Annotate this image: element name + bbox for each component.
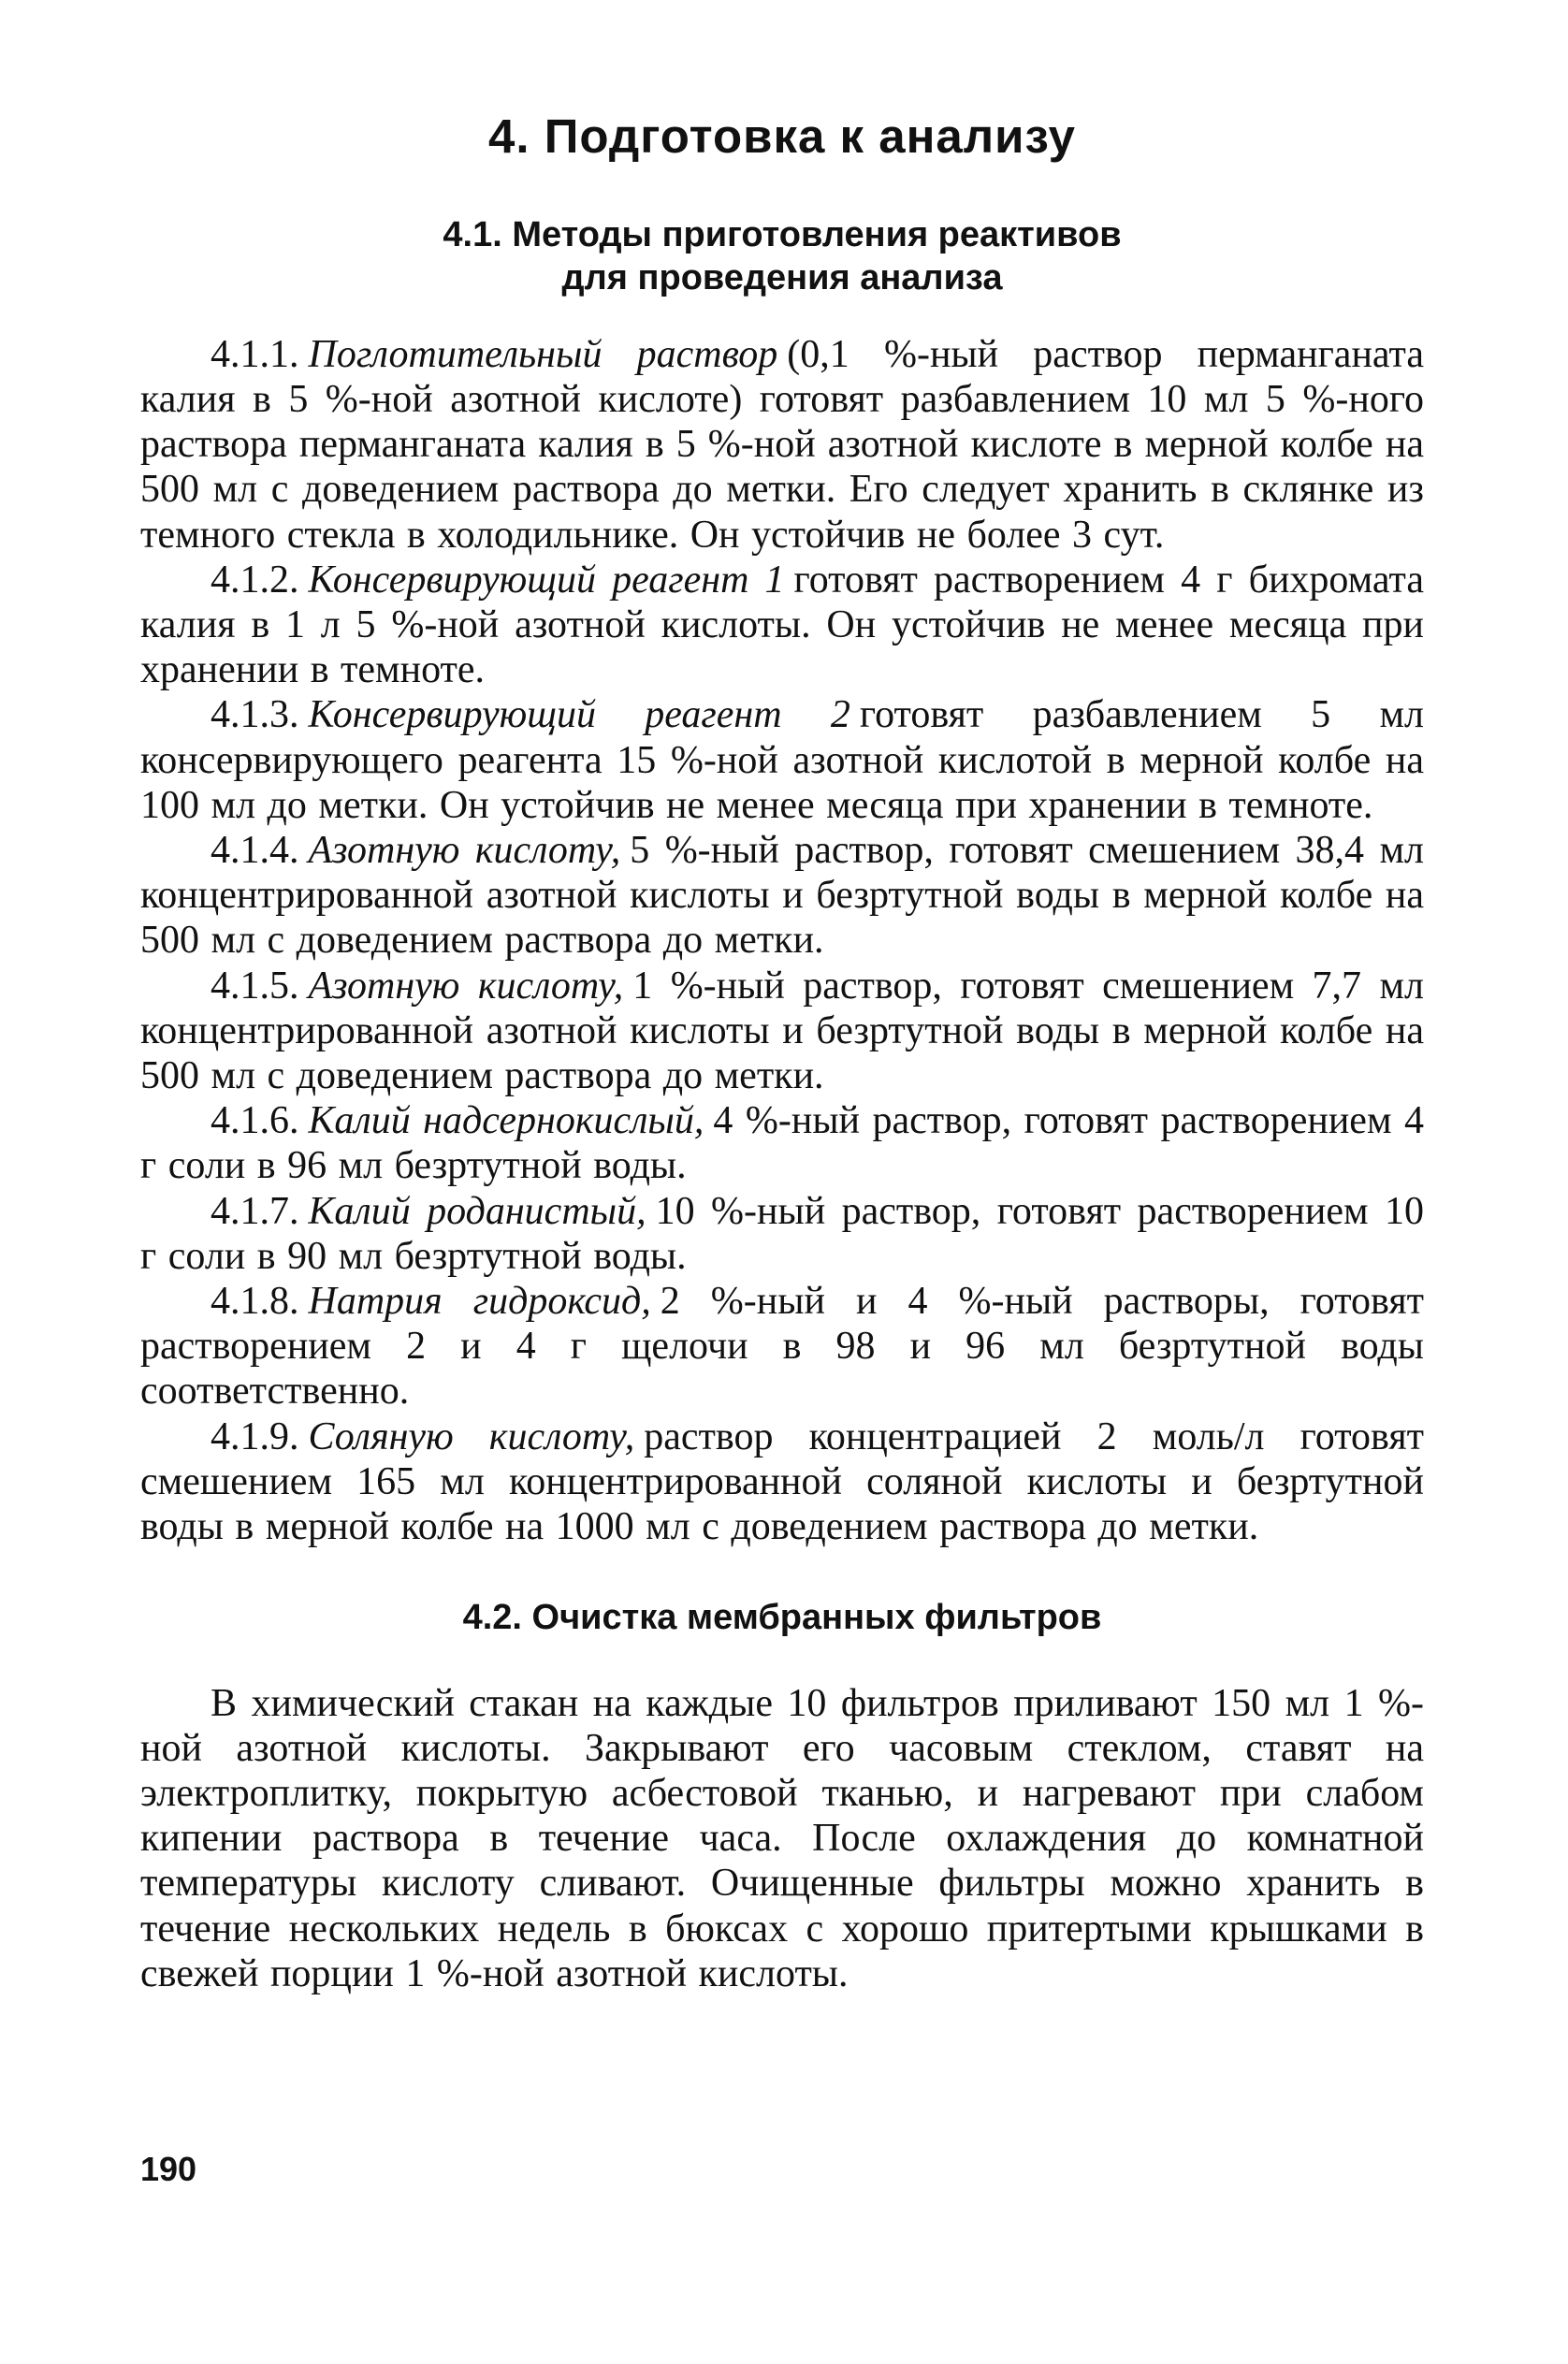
item-number: 4.1.4. [211, 829, 299, 873]
item-number: 4.1.8. [211, 1280, 299, 1324]
reagent-paragraph-4-1-7 [140, 1189, 1424, 1279]
reagent-term: Поглотительный раствор [308, 332, 778, 376]
reagent-text: готовят разбавлением 5 мл консервирующего реагента 15 %-ной азотной кислотой в мерной колбе на 100 мл до метки. Он устойчив не менее месяца при хранении в темноте. [140, 693, 1424, 827]
item-number: 4.1.9. [211, 1414, 299, 1458]
reagent-term: Консервирующий реагент 1 [308, 558, 785, 602]
reagent-paragraph-4-1-2 [140, 558, 1424, 693]
reagent-paragraph-4-1-8 [140, 1279, 1424, 1414]
reagent-text: 5 %-ный раствор, готовят смешением 38,4 мл концентрированной азотной кислоты и безртутной воды в мерной колбе на 500 мл с доведением раствора до метки. [140, 829, 1425, 963]
item-number: 4.1.6. [211, 1099, 299, 1143]
subsection-title-line-2: для проведения анализа [561, 258, 1003, 298]
page-content [140, 110, 1424, 1996]
reagent-term: Калий надсернокислый, [308, 1099, 704, 1143]
page-number: 190 [140, 2150, 197, 2188]
reagent-text: раствор концентрацией 2 моль/л готовят смешением 165 мл концентрированной соляной кислоты и безртутной воды в мерной колбе на 1000 мл с доведением раствора до метки. [140, 1414, 1425, 1549]
subsection-title-methods [140, 213, 1424, 300]
reagent-term: Азотную кислоту, [308, 829, 621, 873]
reagent-paragraph-4-1-1 [140, 332, 1424, 558]
subsection-title-line-1: 4.1. Методы приготовления реактивов [443, 215, 1122, 255]
reagent-paragraph-4-1-6 [140, 1098, 1424, 1188]
item-number: 4.1.1. [211, 332, 299, 376]
item-number: 4.1.2. [211, 558, 299, 602]
reagent-paragraph-4-1-4 [140, 828, 1424, 964]
reagent-term: Соляную кислоту, [308, 1414, 635, 1458]
reagent-text: 1 %-ный раствор, готовят смешением 7,7 мл концентрированной азотной кислоты и безртутной воды в мерной колбе на 500 мл с доведением раствора до метки. [140, 964, 1425, 1098]
item-number: 4.1.3. [211, 693, 299, 737]
section-title: 4. Подготовка к анализу [488, 109, 1076, 163]
reagent-text: готовят растворением 4 г бихромата калия в 1 л 5 %-ной азотной кислоты. Он устойчив не менее месяца при хранении в темноте. [140, 558, 1424, 692]
reagent-text: 10 %-ный раствор, готовят растворением 10 г соли в 90 мл безртутной воды. [140, 1189, 1424, 1278]
item-number: 4.1.5. [211, 964, 299, 1008]
reagent-term: Калий роданистый, [308, 1189, 646, 1233]
reagent-text: (0,1 %-ный раствор перманганата калия в 5 %-ной азотной кислоте) готовят разбавлением 10 мл 5 %-ного раствора перманганата калия в 5 %-ной азотной кислоте в мерной колбе на 500 мл с доведением раствора до метки. Его следует хранить в склянке из темного стекла в холодильнике. Он устойчив не более 3 сут. [140, 332, 1424, 557]
reagent-paragraph-4-1-5 [140, 964, 1424, 1099]
reagent-text: 4 %-ный раствор, готовят растворением 4 г соли в 96 мл безртутной воды. [140, 1099, 1424, 1188]
reagent-term: Консервирующий реагент 2 [308, 693, 850, 737]
reagent-term: Натрия гидроксид, [308, 1280, 651, 1324]
reagent-paragraph-4-1-3 [140, 692, 1424, 828]
reagent-paragraph-4-1-9 [140, 1414, 1424, 1550]
subsection-title-filters: 4.2. Очистка мембранных фильтров [462, 1598, 1102, 1638]
item-number: 4.1.7. [211, 1189, 299, 1233]
reagent-term: Азотную кислоту, [308, 964, 624, 1008]
reagent-text: 2 %-ный и 4 %-ный растворы, готовят растворением 2 и 4 г щелочи в 98 и 96 мл безртутной воды соответственно. [140, 1280, 1424, 1414]
filters-paragraph: В химический стакан на каждые 10 фильтров приливают 150 мл 1 %-ной азотной кислоты. Закрывают его часовым стеклом, ставят на электроплитку, покрытую асбестовой тканью, и нагревают при слабом кипении раствора в течение часа. После охлаждения до комнатной температуры кислоту сливают. Очищенные фильтры можно хранить в течение нескольких недель в бюксах с хорошо притертыми крышками в свежей порции 1 %-ной азотной кислоты. [140, 1681, 1424, 1995]
